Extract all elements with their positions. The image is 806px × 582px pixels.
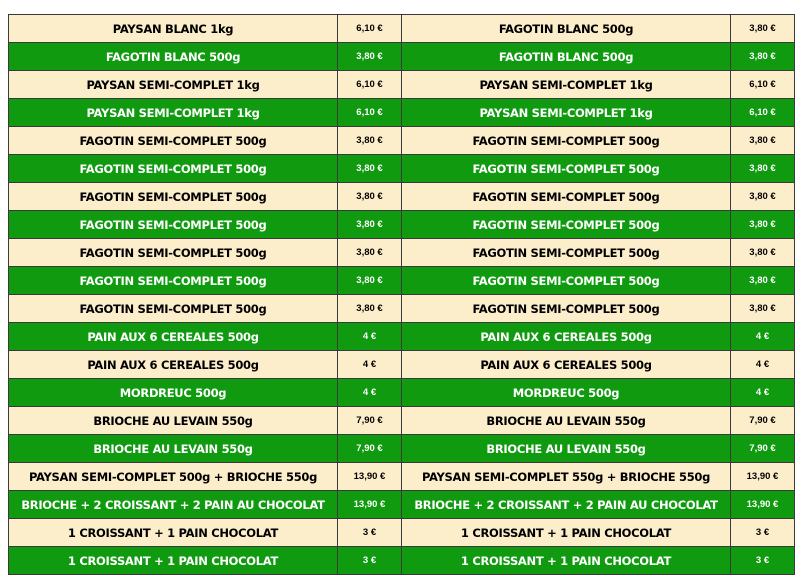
product-name-left: FAGOTIN SEMI-COMPLET 500g xyxy=(9,127,338,155)
product-price-left: 6,10 € xyxy=(338,15,402,43)
product-price-left: 7,90 € xyxy=(338,435,402,463)
product-price-left: 4 € xyxy=(338,323,402,351)
table-row xyxy=(9,211,795,239)
product-name-left: FAGOTIN SEMI-COMPLET 500g xyxy=(9,295,338,323)
product-name-left: PAYSAN SEMI-COMPLET 1kg xyxy=(9,99,338,127)
table-row xyxy=(9,183,795,211)
product-price-right: 4 € xyxy=(731,323,795,351)
product-price-right: 3,80 € xyxy=(731,43,795,71)
product-price-left: 3,80 € xyxy=(338,211,402,239)
table-row xyxy=(9,547,795,575)
product-price-left: 3,80 € xyxy=(338,183,402,211)
price-list-table xyxy=(8,14,795,575)
product-price-left: 3 € xyxy=(338,519,402,547)
product-name-right: FAGOTIN SEMI-COMPLET 500g xyxy=(402,183,731,211)
product-name-left: 1 CROISSANT + 1 PAIN CHOCOLAT xyxy=(9,519,338,547)
table-row xyxy=(9,239,795,267)
product-name-left: FAGOTIN SEMI-COMPLET 500g xyxy=(9,267,338,295)
table-row xyxy=(9,295,795,323)
product-name-right: PAYSAN SEMI-COMPLET 1kg xyxy=(402,71,731,99)
product-price-right: 7,90 € xyxy=(731,407,795,435)
table-row xyxy=(9,351,795,379)
product-name-left: PAYSAN BLANC 1kg xyxy=(9,15,338,43)
product-name-right: PAYSAN SEMI-COMPLET 1kg xyxy=(402,99,731,127)
product-name-left: PAIN AUX 6 CEREALES 500g xyxy=(9,351,338,379)
product-price-right: 3,80 € xyxy=(731,127,795,155)
product-price-right: 3,80 € xyxy=(731,155,795,183)
product-price-left: 3,80 € xyxy=(338,127,402,155)
product-price-right: 3 € xyxy=(731,519,795,547)
product-price-left: 3 € xyxy=(338,547,402,575)
table-row xyxy=(9,99,795,127)
product-name-right: PAYSAN SEMI-COMPLET 550g + BRIOCHE 550g xyxy=(402,463,731,491)
product-price-right: 3 € xyxy=(731,547,795,575)
product-name-right: FAGOTIN SEMI-COMPLET 500g xyxy=(402,127,731,155)
product-price-right: 7,90 € xyxy=(731,435,795,463)
product-price-right: 3,80 € xyxy=(731,239,795,267)
product-name-left: BRIOCHE AU LEVAIN 550g xyxy=(9,407,338,435)
product-name-left: PAYSAN SEMI-COMPLET 1kg xyxy=(9,71,338,99)
product-name-right: MORDREUC 500g xyxy=(402,379,731,407)
product-price-left: 3,80 € xyxy=(338,267,402,295)
product-name-right: FAGOTIN BLANC 500g xyxy=(402,43,731,71)
product-price-left: 4 € xyxy=(338,351,402,379)
table-row xyxy=(9,71,795,99)
table-row xyxy=(9,267,795,295)
product-price-left: 7,90 € xyxy=(338,407,402,435)
product-name-right: PAIN AUX 6 CEREALES 500g xyxy=(402,323,731,351)
table-row xyxy=(9,407,795,435)
table-row xyxy=(9,463,795,491)
product-name-right: BRIOCHE AU LEVAIN 550g xyxy=(402,407,731,435)
product-name-right: FAGOTIN SEMI-COMPLET 500g xyxy=(402,295,731,323)
product-price-left: 6,10 € xyxy=(338,71,402,99)
product-name-right: FAGOTIN SEMI-COMPLET 500g xyxy=(402,239,731,267)
product-name-left: BRIOCHE AU LEVAIN 550g xyxy=(9,435,338,463)
table-row xyxy=(9,435,795,463)
table-row xyxy=(9,379,795,407)
product-price-right: 13,90 € xyxy=(731,491,795,519)
product-price-left: 6,10 € xyxy=(338,99,402,127)
table-row xyxy=(9,323,795,351)
product-price-right: 3,80 € xyxy=(731,267,795,295)
product-price-left: 4 € xyxy=(338,379,402,407)
product-price-right: 3,80 € xyxy=(731,15,795,43)
product-name-right: PAIN AUX 6 CEREALES 500g xyxy=(402,351,731,379)
table-row xyxy=(9,15,795,43)
product-name-left: FAGOTIN BLANC 500g xyxy=(9,43,338,71)
product-name-left: PAYSAN SEMI-COMPLET 500g + BRIOCHE 550g xyxy=(9,463,338,491)
table-row xyxy=(9,519,795,547)
product-name-left: 1 CROISSANT + 1 PAIN CHOCOLAT xyxy=(9,547,338,575)
product-name-right: 1 CROISSANT + 1 PAIN CHOCOLAT xyxy=(402,547,731,575)
product-price-left: 13,90 € xyxy=(338,491,402,519)
product-name-left: FAGOTIN SEMI-COMPLET 500g xyxy=(9,155,338,183)
product-price-left: 3,80 € xyxy=(338,295,402,323)
product-name-left: FAGOTIN SEMI-COMPLET 500g xyxy=(9,239,338,267)
product-price-left: 3,80 € xyxy=(338,43,402,71)
product-name-left: BRIOCHE + 2 CROISSANT + 2 PAIN AU CHOCOLAT xyxy=(9,491,338,519)
table-row xyxy=(9,155,795,183)
table-row xyxy=(9,491,795,519)
product-name-left: PAIN AUX 6 CEREALES 500g xyxy=(9,323,338,351)
product-price-right: 3,80 € xyxy=(731,295,795,323)
product-name-left: FAGOTIN SEMI-COMPLET 500g xyxy=(9,211,338,239)
product-price-left: 3,80 € xyxy=(338,239,402,267)
product-name-right: BRIOCHE + 2 CROISSANT + 2 PAIN AU CHOCOLAT xyxy=(402,491,731,519)
table-row xyxy=(9,127,795,155)
product-name-right: FAGOTIN SEMI-COMPLET 500g xyxy=(402,267,731,295)
product-name-right: 1 CROISSANT + 1 PAIN CHOCOLAT xyxy=(402,519,731,547)
product-name-right: FAGOTIN BLANC 500g xyxy=(402,15,731,43)
product-name-left: MORDREUC 500g xyxy=(9,379,338,407)
product-price-right: 6,10 € xyxy=(731,71,795,99)
product-price-left: 13,90 € xyxy=(338,463,402,491)
product-price-left: 3,80 € xyxy=(338,155,402,183)
product-price-right: 4 € xyxy=(731,351,795,379)
product-name-left: FAGOTIN SEMI-COMPLET 500g xyxy=(9,183,338,211)
price-list-body xyxy=(9,15,795,575)
product-price-right: 3,80 € xyxy=(731,183,795,211)
product-price-right: 4 € xyxy=(731,379,795,407)
table-row xyxy=(9,43,795,71)
product-price-right: 3,80 € xyxy=(731,211,795,239)
product-price-right: 13,90 € xyxy=(731,463,795,491)
product-name-right: BRIOCHE AU LEVAIN 550g xyxy=(402,435,731,463)
product-price-right: 6,10 € xyxy=(731,99,795,127)
product-name-right: FAGOTIN SEMI-COMPLET 500g xyxy=(402,155,731,183)
product-name-right: FAGOTIN SEMI-COMPLET 500g xyxy=(402,211,731,239)
